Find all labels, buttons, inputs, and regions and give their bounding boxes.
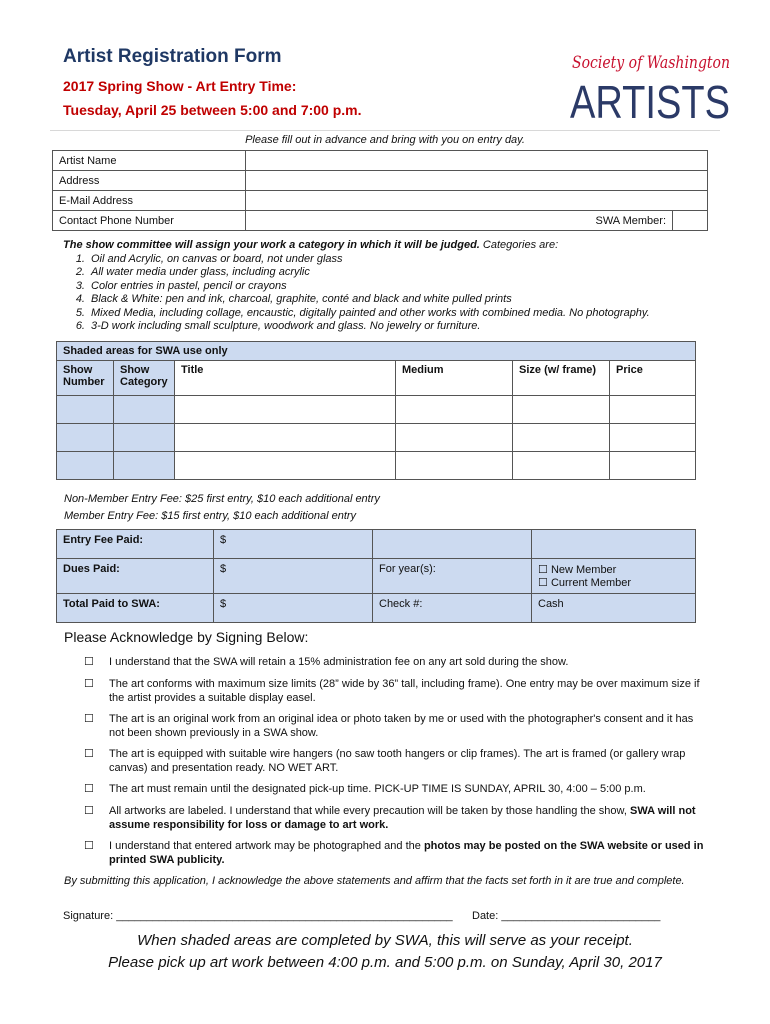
entry-time-subtitle: Tuesday, April 25 between 5:00 and 7:00 p.m. [63, 102, 362, 118]
show-category-cell [114, 396, 175, 424]
ack-checkbox[interactable]: ☐ [84, 805, 94, 817]
cash-field: Cash [532, 594, 696, 623]
ack-item: ☐ The art must remain until the designated pick-up time. PICK-UP TIME IS SUNDAY, APRIL 30, 4:00 – 5:00 p.m. [84, 783, 646, 795]
fee-info [64, 491, 380, 525]
member-fee: Member Entry Fee: $15 first entry, $10 each additional entry [64, 510, 357, 522]
col-show-category: Show Category [114, 361, 175, 396]
categories-intro-rest: Categories are: [479, 239, 559, 251]
medium-cell[interactable] [396, 452, 513, 480]
payment-table [56, 529, 696, 623]
show-subtitle: 2017 Spring Show - Art Entry Time: [63, 78, 297, 94]
table-row [57, 396, 696, 424]
closing-statement: By submitting this application, I acknowledge the above statements and affirm that the facts set forth in it are true and complete. [64, 875, 685, 887]
ack-checkbox[interactable]: ☐ [84, 713, 94, 725]
category-item: 3. Color entries in pastel, pencil or crayons [75, 279, 287, 292]
non-member-fee: Non-Member Entry Fee: $25 first entry, $10 each additional entry [64, 493, 380, 505]
address-field[interactable] [246, 171, 708, 191]
ack-checkbox[interactable]: ☐ [84, 678, 94, 690]
for-years-field: For year(s): [373, 559, 532, 594]
email-field[interactable] [246, 191, 708, 211]
phone-label: Contact Phone Number [53, 211, 246, 231]
email-label: E-Mail Address [53, 191, 246, 211]
date-line[interactable]: Date: __________________________ [472, 910, 661, 922]
table-row [57, 452, 696, 480]
title-cell[interactable] [175, 452, 396, 480]
categories-intro: The show committee will assign your work a category in which it will be judged. [63, 239, 480, 251]
category-item: 2. All water media under glass, including acrylic [75, 266, 310, 278]
receipt-note: When shaded areas are completed by SWA, this will serve as your receipt. [137, 932, 633, 949]
col-price: Price [610, 361, 696, 396]
phone-field[interactable] [246, 211, 673, 231]
dues-label: Dues Paid: [57, 559, 214, 594]
artist-name-field[interactable] [246, 151, 708, 171]
category-item: 4. Black & White: pen and ink, charcoal, graphite, conté and black and white pulled prints [75, 293, 512, 305]
acknowledge-heading: Please Acknowledge by Signing Below: [64, 629, 309, 645]
categories-section [63, 239, 713, 334]
ack-checkbox[interactable]: ☐ [84, 840, 94, 852]
pickup-note: Please pick up art work between 4:00 p.m. and 5:00 p.m. on Sunday, April 30, 2017 [108, 954, 662, 971]
ack-item: ☐ The art is an original work from an original idea or photo taken by me or used with the photographer's consent and it has not been shown previously in a SWA show. [84, 713, 694, 739]
swa-member-field[interactable] [673, 211, 708, 231]
category-item: 6. 3-D work including small sculpture, woodwork and glass. No jewelry or furniture. [75, 320, 481, 332]
show-number-cell [57, 452, 114, 480]
dues-field: $ [214, 559, 373, 594]
instruction-text: Please fill out in advance and bring with you on entry day. [245, 134, 525, 146]
address-label: Address [53, 171, 246, 191]
ack-item: ☐ All artworks are labeled. I understand that while every precaution will be taken by those handling the show, SWA will not assume responsibility for loss or damage to art work. [84, 805, 696, 831]
price-cell[interactable] [610, 396, 696, 424]
size-cell[interactable] [513, 452, 610, 480]
title-cell[interactable] [175, 396, 396, 424]
price-cell[interactable] [610, 424, 696, 452]
swa-logo [566, 38, 730, 126]
ack-checkbox[interactable]: ☐ [84, 656, 94, 668]
check-number-field: Check #: [373, 594, 532, 623]
entry-fee-label: Entry Fee Paid: [57, 530, 214, 559]
table-row [57, 424, 696, 452]
ack-item: ☐ The art conforms with maximum size limits (28” wide by 36” tall, including frame). One entry may be over maximum size if the artist provides a suitable display easel. [84, 678, 700, 704]
show-category-cell [114, 424, 175, 452]
col-show-number: Show Number [57, 361, 114, 396]
medium-cell[interactable] [396, 424, 513, 452]
empty-cell [373, 530, 532, 559]
total-field: $ [214, 594, 373, 623]
new-member-checkbox[interactable]: ☐ [538, 564, 548, 576]
col-title: Title [175, 361, 396, 396]
ack-checkbox[interactable]: ☐ [84, 748, 94, 760]
entry-fee-field: $ [214, 530, 373, 559]
size-cell[interactable] [513, 424, 610, 452]
logo-main-text: ARTISTS [570, 76, 730, 128]
ack-item: ☐ The art is equipped with suitable wire hangers (no saw tooth hangers or clip frames). The art is framed (or gallery wrap canvas) and presentation ready. NO WET ART. [84, 748, 686, 774]
price-cell[interactable] [610, 452, 696, 480]
title-cell[interactable] [175, 424, 396, 452]
show-number-cell [57, 396, 114, 424]
col-size: Size (w/ frame) [513, 361, 610, 396]
show-category-cell [114, 452, 175, 480]
ack-item: ☐ I understand that entered artwork may be photographed and the photos may be posted on the SWA website or used in printed SWA publicity. [84, 840, 704, 866]
col-medium: Medium [396, 361, 513, 396]
entries-table [56, 341, 696, 480]
member-status [532, 559, 696, 594]
ack-item: ☐ I understand that the SWA will retain a 15% administration fee on any art sold during the show. [84, 656, 569, 668]
header-divider [50, 130, 720, 131]
form-title: Artist Registration Form [63, 46, 282, 67]
signature-line[interactable]: Signature: _______________________________________________________ [63, 910, 453, 922]
current-member-label: Current Member [550, 577, 632, 589]
artist-name-label: Artist Name [53, 151, 246, 171]
new-member-label: New Member [550, 564, 617, 576]
ack-checkbox[interactable]: ☐ [84, 783, 94, 795]
artist-info-table [52, 150, 708, 231]
total-label: Total Paid to SWA: [57, 594, 214, 623]
swa-member-label: SWA Member: [595, 214, 666, 227]
shaded-note: Shaded areas for SWA use only [57, 342, 696, 361]
category-item: 5. Mixed Media, including collage, encaustic, digitally painted and other works with combined media. No photography. [75, 306, 650, 319]
current-member-checkbox[interactable]: ☐ [538, 577, 548, 589]
empty-cell [532, 530, 696, 559]
logo-script-text: Society of Washington [572, 53, 730, 73]
medium-cell[interactable] [396, 396, 513, 424]
category-item: 1. Oil and Acrylic, on canvas or board, not under glass [75, 252, 343, 265]
show-number-cell [57, 424, 114, 452]
size-cell[interactable] [513, 396, 610, 424]
